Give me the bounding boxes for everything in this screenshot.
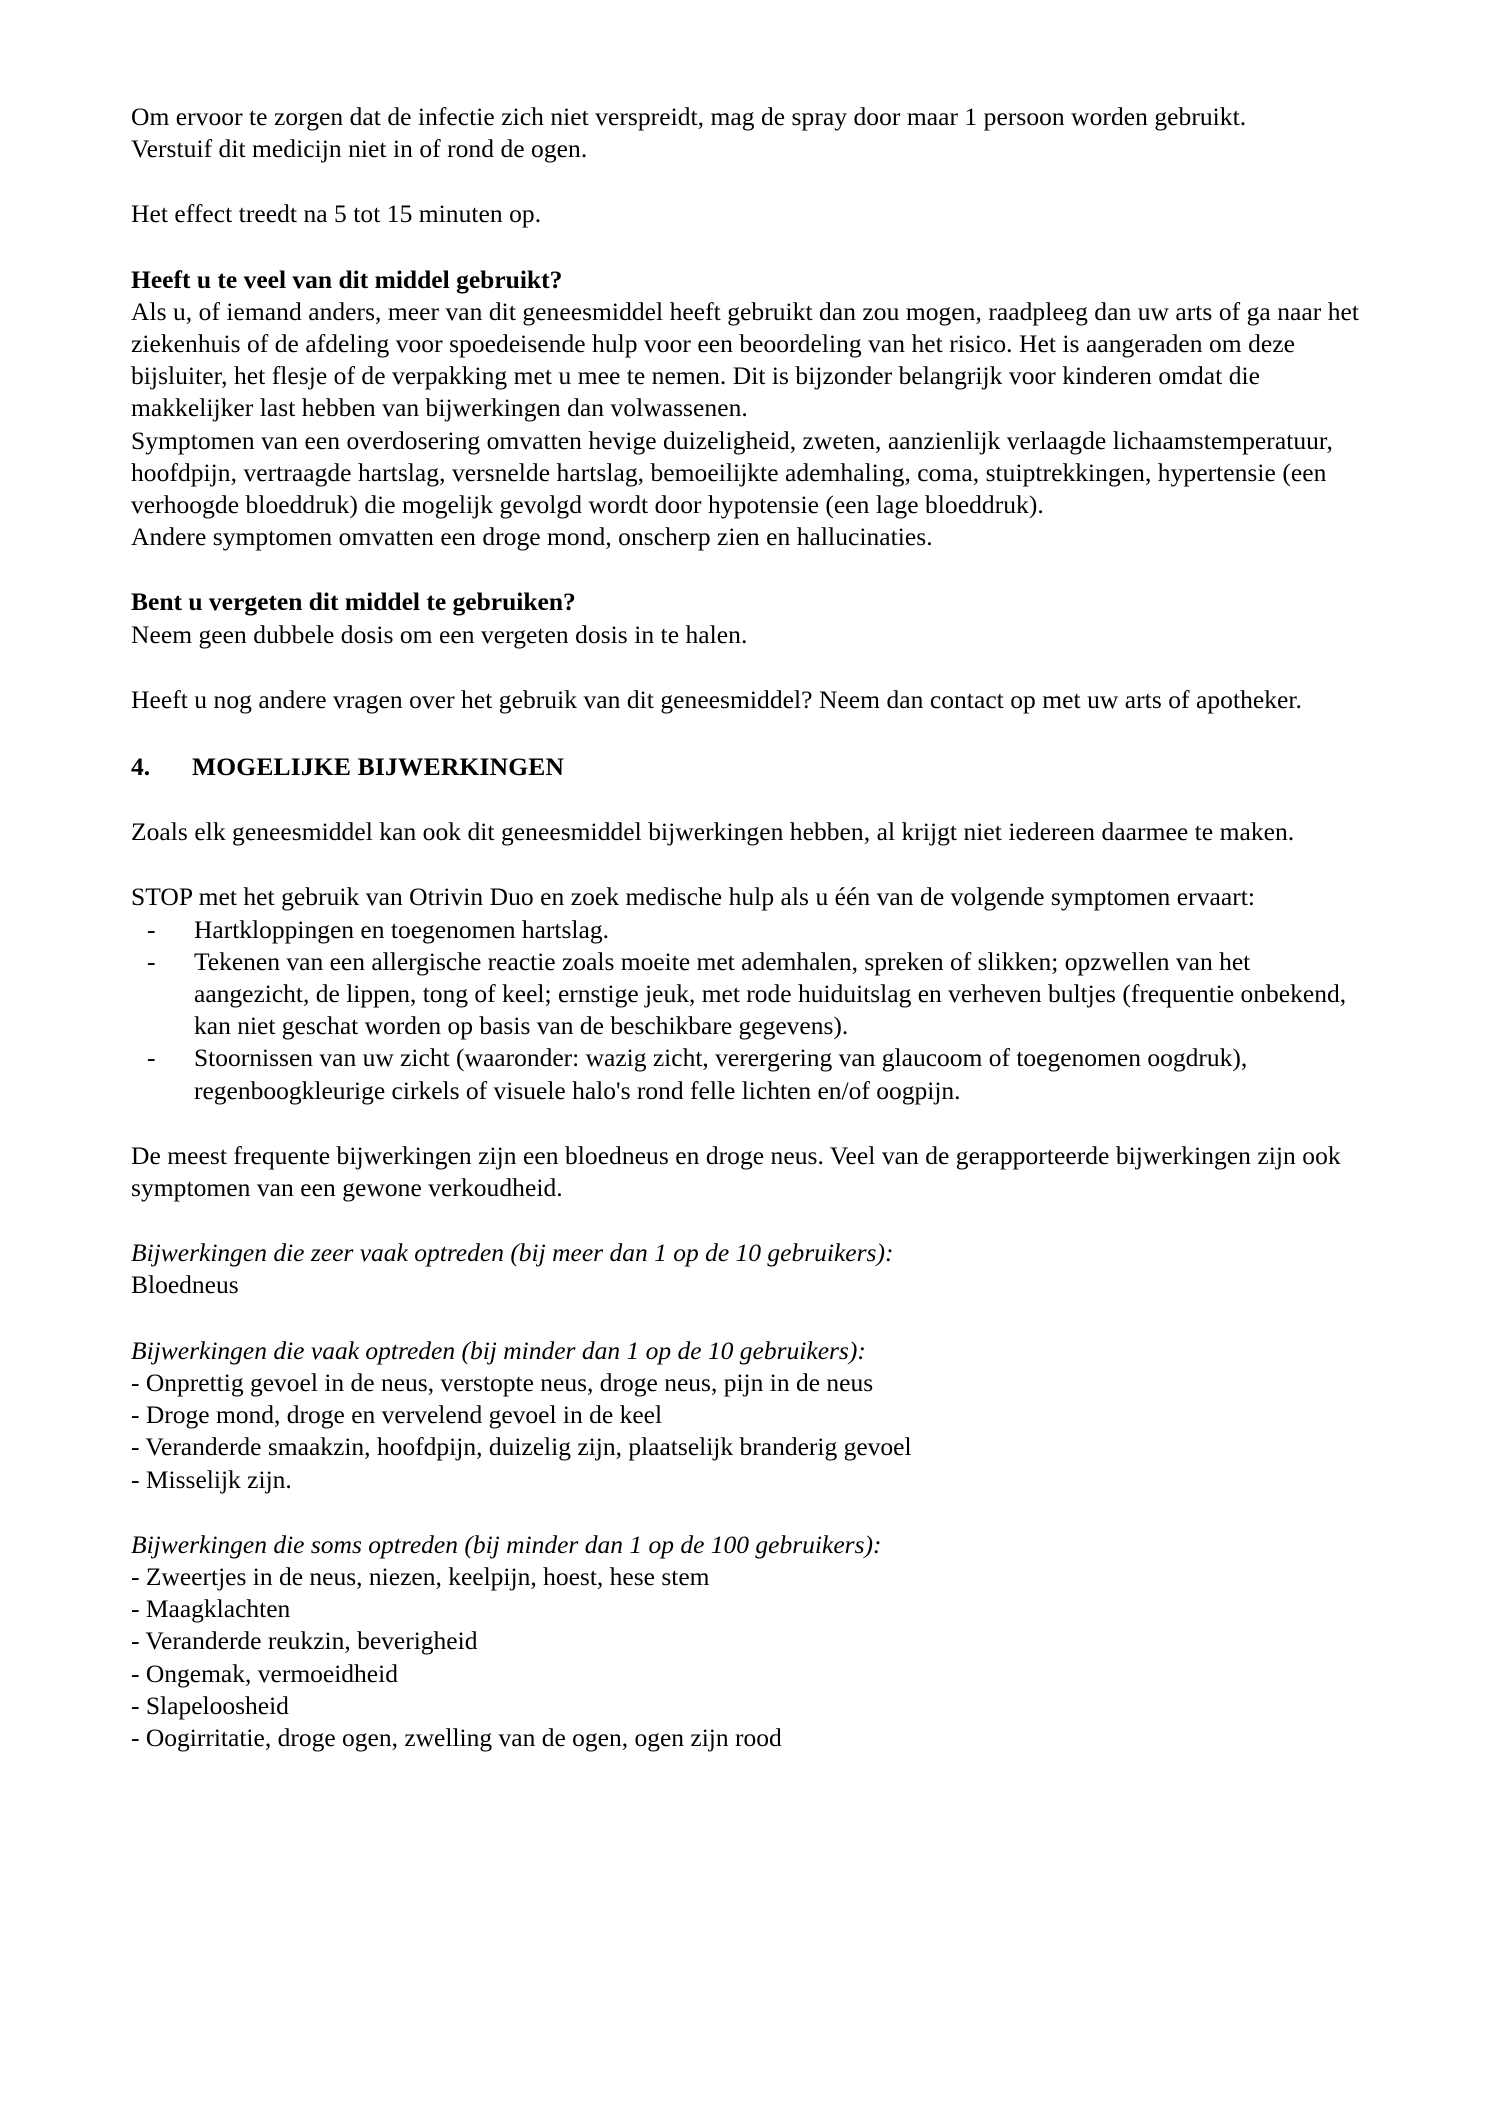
- spacer: [131, 553, 1364, 586]
- section-4-number: 4.: [131, 752, 151, 782]
- spacer: [131, 783, 1364, 816]
- spacer: [131, 651, 1364, 684]
- list-item: [131, 946, 1364, 1043]
- list-item: - Maagklachten: [131, 1594, 291, 1624]
- most-frequent-side-effects-paragraph: De meest frequente bijwerkingen zijn een bloedneus en droge neus. Veel van de gerapporteerde bijwerkingen zijn ook symptomen van een gewone verkoudheid.: [131, 1140, 1341, 1203]
- spacer: [131, 1204, 1364, 1237]
- dash-bullet-icon: -: [147, 1043, 156, 1073]
- common-side-effects-list: [131, 1367, 1364, 1496]
- list-item: Bloedneus: [131, 1270, 239, 1300]
- list-item: - Oogirritatie, droge ogen, zwelling van de ogen, ogen zijn rood: [131, 1722, 782, 1752]
- spacer: [131, 165, 1364, 198]
- list-item-text: Hartkloppingen en toegenomen hartslag.: [194, 914, 609, 944]
- list-item: - Ongemak, vermoeidheid: [131, 1658, 398, 1688]
- list-item: - Veranderde smaakzin, hoofdpijn, duizelig zijn, plaatselijk branderig gevoel: [131, 1432, 912, 1462]
- list-item-text: Stoornissen van uw zicht (waaronder: wazig zicht, verergering van glaucoom of toegenomen oogdruk), regenboogkleurige cirkels of visuele halo's rond felle lichten en/of oogpijn.: [194, 1043, 1248, 1105]
- overdose-paragraph-2: Symptomen van een overdosering omvatten hevige duizeligheid, zweten, aanzienlijk verlaagde lichaamstemperatuur, hoofdpijn, vertraagde hartslag, versnelde hartslag, bemoeilijkte ademhaling, coma, stuiptrekkingen, hypertensie (een verhoogde bloeddruk) die mogelijk gevolgd wordt door hypotensie (een lage bloeddruk).: [131, 425, 1333, 520]
- intro-paragraph-3: Het effect treedt na 5 tot 15 minuten op.: [131, 199, 542, 229]
- missed-dose-heading: Bent u vergeten dit middel te gebruiken?: [131, 587, 576, 617]
- uncommon-side-effects-list: [131, 1561, 1364, 1754]
- spacer: [131, 1496, 1364, 1529]
- section-4-intro-paragraph: Zoals elk geneesmiddel kan ook dit geneesmiddel bijwerkingen hebben, al krijgt niet iedereen daarmee te maken.: [131, 817, 1295, 847]
- section-4-heading: [131, 751, 1364, 783]
- frequency-heading-common: Bijwerkingen die vaak optreden (bij minder dan 1 op de 10 gebruikers):: [131, 1335, 866, 1365]
- spacer: [131, 231, 1364, 264]
- missed-dose-paragraph: Neem geen dubbele dosis om een vergeten dosis in te halen.: [131, 619, 748, 649]
- overdose-paragraph-1: Als u, of iemand anders, meer van dit geneesmiddel heeft gebruikt dan zou mogen, raadpleeg dan uw arts of ga naar het ziekenhuis of de afdeling voor spoedeisende hulp voor een beoordeling van het risico. Het is aangeraden om deze bijsluiter, het flesje of de verpakking met u mee te nemen. Dit is bijzonder belangrijk voor kinderen omdat die makkelijker last hebben van bijwerkingen dan volwassenen.: [131, 296, 1359, 423]
- section-4-title: MOGELIJKE BIJWERKINGEN: [192, 752, 565, 782]
- spacer: [131, 1302, 1364, 1335]
- spacer: [131, 1107, 1364, 1140]
- list-item: [131, 914, 1364, 946]
- overdose-heading: Heeft u te veel van dit middel gebruikt?: [131, 264, 563, 294]
- list-item: - Onprettig gevoel in de neus, verstopte neus, droge neus, pijn in de neus: [131, 1367, 874, 1397]
- frequency-heading-very-common: Bijwerkingen die zeer vaak optreden (bij meer dan 1 op de 10 gebruikers):: [131, 1238, 894, 1268]
- list-item: - Misselijk zijn.: [131, 1464, 292, 1494]
- stop-warning-paragraph: STOP met het gebruik van Otrivin Duo en zoek medische hulp als u één van de volgende symptomen ervaart:: [131, 882, 1256, 912]
- stop-symptoms-list: [131, 914, 1364, 1107]
- list-item: - Slapeloosheid: [131, 1690, 289, 1720]
- list-item-text: Tekenen van een allergische reactie zoals moeite met ademhalen, spreken of slikken; opzwellen van het aangezicht, de lippen, tong of keel; ernstige jeuk, met rode huiduitslag en verheven bultjes (frequentie onbekend, kan niet geschat worden op basis van de beschikbare gegevens).: [194, 946, 1347, 1041]
- very-common-side-effects-list: [131, 1269, 1364, 1301]
- list-item: [131, 1042, 1364, 1106]
- intro-paragraph-1: Om ervoor te zorgen dat de infectie zich niet verspreidt, mag de spray door maar 1 persoon worden gebruikt.: [131, 102, 1247, 131]
- list-item: - Zweertjes in de neus, niezen, keelpijn, hoest, hese stem: [131, 1561, 710, 1591]
- dash-bullet-icon: -: [147, 914, 156, 944]
- list-item: - Droge mond, droge en vervelend gevoel in de keel: [131, 1400, 663, 1430]
- overdose-paragraph-3: Andere symptomen omvatten een droge mond, onscherp zien en hallucinaties.: [131, 522, 933, 552]
- spacer: [131, 716, 1364, 751]
- spacer: [131, 848, 1364, 881]
- frequency-heading-uncommon: Bijwerkingen die soms optreden (bij minder dan 1 op de 100 gebruikers):: [131, 1529, 882, 1559]
- questions-paragraph: Heeft u nog andere vragen over het gebruik van dit geneesmiddel? Neem dan contact op met uw arts of apotheker.: [131, 684, 1302, 714]
- list-item: - Veranderde reukzin, beverigheid: [131, 1626, 478, 1656]
- intro-paragraph-2: Verstuif dit medicijn niet in of rond de ogen.: [131, 134, 588, 164]
- dash-bullet-icon: -: [147, 946, 156, 976]
